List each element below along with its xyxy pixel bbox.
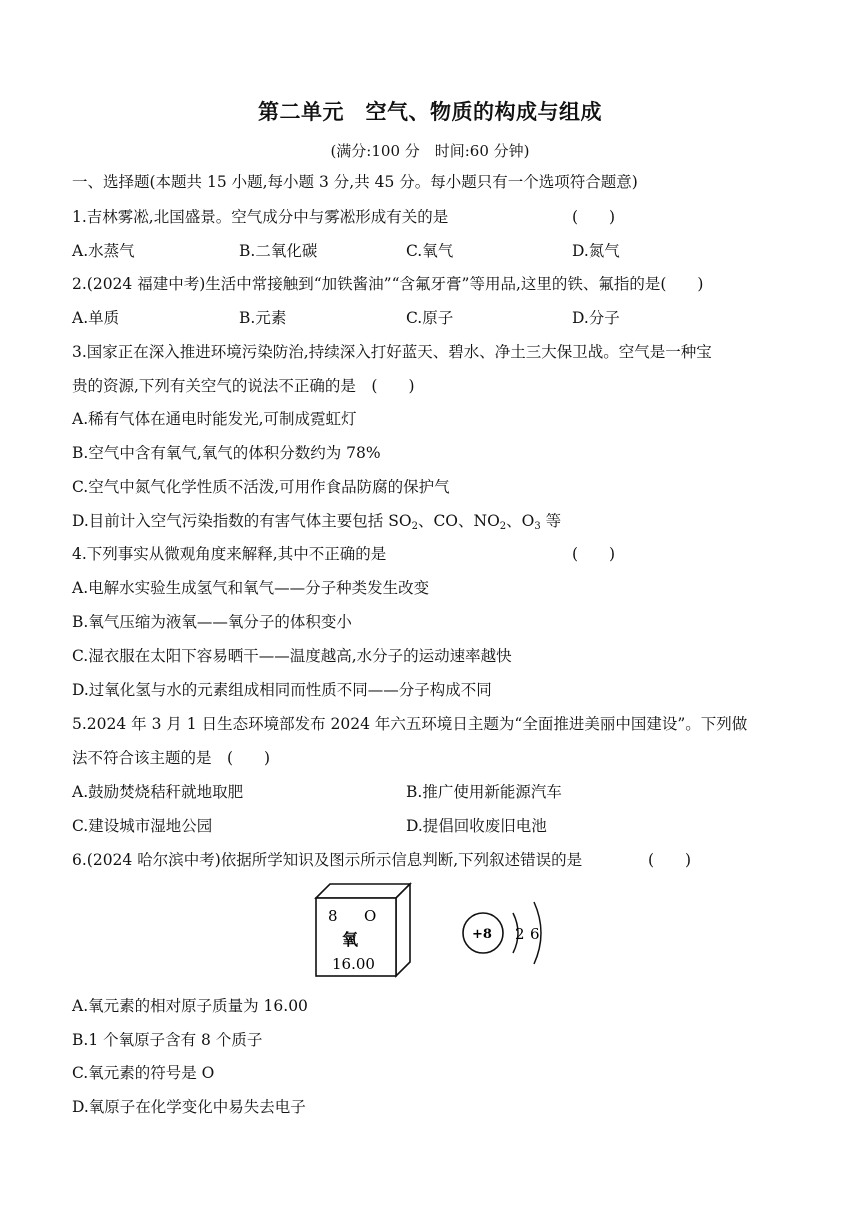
option-c: C.空气中氮气化学性质不活泼,可用作食品防腐的保护气 xyxy=(72,478,450,496)
option-a: A.单质 xyxy=(72,309,120,327)
subscript: 2 xyxy=(411,521,418,532)
question-1-stem: 1.吉林雾凇,北国盛景。空气成分中与雾凇形成有关的是 xyxy=(72,208,449,226)
option-c: C.建设城市湿地公园 xyxy=(72,817,213,835)
question-5-stem-line2: 法不符合该主题的是 ( ) xyxy=(72,749,271,767)
subscript: 3 xyxy=(534,521,541,532)
question-3-stem-line1: 3.国家正在深入推进环境污染防治,持续深入打好蓝天、碧水、净土三大保卫战。空气是一种宝 xyxy=(72,343,712,361)
question-5-stem-line1: 5.2024 年 3 月 1 日生态环境部发布 2024 年六五环境日主题为“全面推进美丽中国建设”。下列做 xyxy=(72,715,748,733)
shell-2-electrons: 6 xyxy=(530,925,540,943)
option-d-text: 、O xyxy=(506,512,535,530)
question-6-stem: 6.(2024 哈尔滨中考)依据所学知识及图示所示信息判断,下列叙述错误的是 xyxy=(72,851,583,869)
section-heading: 一、选择题(本题共 15 小题,每小题 3 分,共 45 分。每小题只有一个选项符合题意) xyxy=(72,173,638,191)
option-d: D.过氧化氢与水的元素组成相同而性质不同——分子构成不同 xyxy=(72,681,492,699)
option-c: C.氧气 xyxy=(406,242,454,260)
shell-1-electrons: 2 xyxy=(515,925,525,943)
option-c: C.氧元素的符号是 O xyxy=(72,1064,215,1082)
option-d-text: 等 xyxy=(540,512,562,530)
page-subtitle: (满分:100 分 时间:60 分钟) xyxy=(330,142,530,160)
option-d: D.氮气 xyxy=(572,242,620,260)
atomic-mass: 16.00 xyxy=(332,955,375,973)
nucleus-charge: +8 xyxy=(472,927,492,942)
option-a: A.稀有气体在通电时能发光,可制成霓虹灯 xyxy=(72,410,357,428)
element-name: 氧 xyxy=(342,930,359,949)
option-c: C.湿衣服在太阳下容易晒干——温度越高,水分子的运动速率越快 xyxy=(72,647,512,665)
option-b: B.1 个氧原子含有 8 个质子 xyxy=(72,1031,263,1049)
option-d: D.氧原子在化学变化中易失去电子 xyxy=(72,1098,306,1116)
element-symbol: O xyxy=(364,907,377,925)
subscript: 2 xyxy=(499,521,507,532)
atomic-number: 8 xyxy=(328,907,338,925)
option-a: A.氧元素的相对原子质量为 16.00 xyxy=(72,997,308,1015)
answer-paren: ( ) xyxy=(572,545,616,563)
option-a: A.鼓励焚烧秸秆就地取肥 xyxy=(72,783,244,801)
atomic-structure-diagram xyxy=(463,902,541,964)
answer-paren: ( ) xyxy=(648,851,692,869)
option-c: C.原子 xyxy=(406,309,454,327)
option-a: A.水蒸气 xyxy=(72,242,135,260)
periodic-table-cell xyxy=(316,884,410,976)
question-4-stem: 4.下列事实从微观角度来解释,其中不正确的是 xyxy=(72,545,387,563)
page-title: 第二单元 空气、物质的构成与组成 xyxy=(258,100,602,124)
option-d: D.分子 xyxy=(572,309,620,327)
option-b: B.推广使用新能源汽车 xyxy=(406,783,562,801)
option-d: D.提倡回收废旧电池 xyxy=(406,817,547,835)
option-b: B.二氧化碳 xyxy=(239,242,318,260)
question-3-stem-line2: 贵的资源,下列有关空气的说法不正确的是 ( ) xyxy=(72,377,415,395)
option-d-text: 、CO、NO xyxy=(417,512,500,530)
option-a: A.电解水实验生成氢气和氧气——分子种类发生改变 xyxy=(72,579,430,597)
option-b: B.元素 xyxy=(239,309,287,327)
option-d xyxy=(72,510,561,538)
option-b: B.氧气压缩为液氧——氧分子的体积变小 xyxy=(72,613,352,631)
question-2-stem: 2.(2024 福建中考)生活中常接触到“加铁酱油”“含氟牙膏”等用品,这里的铁、氟指的是( ) xyxy=(72,275,704,293)
answer-paren: ( ) xyxy=(572,208,616,226)
oxygen-figure xyxy=(310,880,570,980)
option-b: B.空气中含有氧气,氧气的体积分数约为 78% xyxy=(72,444,381,462)
option-d-text: D.目前计入空气污染指数的有害气体主要包括 SO xyxy=(72,512,412,530)
